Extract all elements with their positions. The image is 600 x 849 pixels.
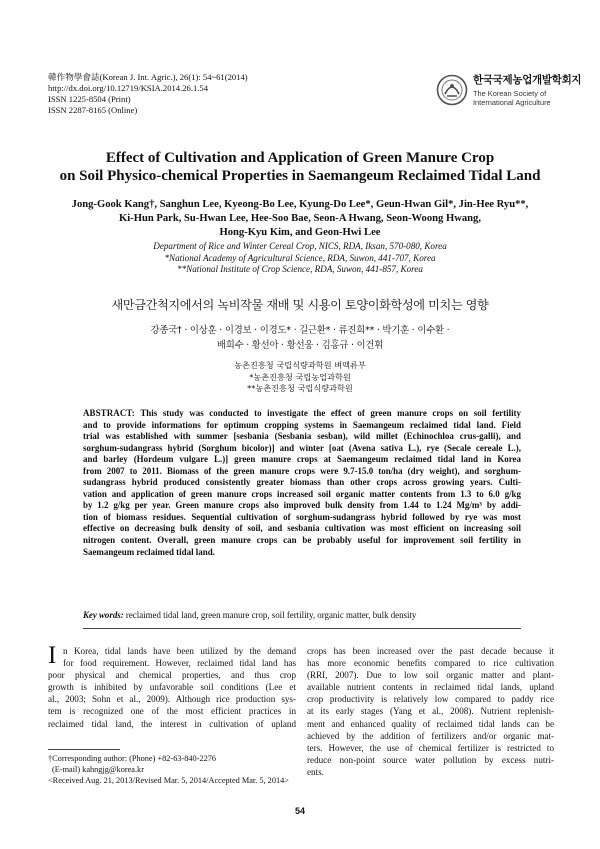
issn-online: ISSN 2287-8165 (Online) [48, 105, 138, 115]
author-list [40, 198, 560, 240]
abstract-line: from 2007 to 2011. Biomass of the green manure crops were 9.7-15.0 ton/ha (dry weight), and sorghum- [83, 465, 521, 476]
body-line: growth is inhibited by unfavorable soil conditions (Lee et [48, 682, 296, 693]
issn-print: ISSN 1225-8504 (Print) [48, 94, 131, 104]
footnote [48, 754, 289, 786]
abstract-line: vation and application of green manure crops increased soil organic matter contents from 1.3 to 6.0 g/kg [83, 488, 521, 499]
abstract-line: sudangrass hybrid produced consistently greater biomass than other crops across growing years. Culti- [83, 477, 521, 488]
body-line: ters. However, the use of chemical fertilizer is restricted to [307, 742, 554, 753]
korean-affiliations [40, 360, 560, 395]
body-line: crop productivity is relatively low compared to paddy rice [307, 694, 554, 705]
affiliation-2: *National Academy of Agricultural Science, RDA, Suwon, 441-707, Korea [164, 252, 436, 263]
abstract-line: sorghum-sudangrass hybrid (Sorghum bicolor)] and winter [oat (Avena sativa L.), rye (Secale cereale L.), [83, 442, 521, 453]
affiliation-3: **National Institute of Crop Science, RDA, Suwon, 441-857, Korea [177, 264, 423, 274]
body-column-left [48, 642, 296, 730]
abstract-line: effective on decreasing bulk density of soil, and sesbania cultivation was most efficient on increasing soil [83, 523, 521, 534]
footnote-divider [48, 749, 120, 750]
page-number: 54 [294, 806, 305, 816]
corresponding-author: †Corresponding author: (Phone) +82-63-840-2276 [48, 754, 217, 763]
abstract-line: nitrogen content. Overall, green manure crops can be probably useful for improvement soil fertility in [83, 535, 521, 546]
body-line: (RRI, 2007). Due to low soil organic matter and plant- [307, 670, 554, 681]
body-line: for food requirement. However, reclaimed tidal land has [63, 658, 296, 669]
body-line: has more economic benefits compared to rice cultivation [307, 658, 554, 669]
authors-line-2: Ki-Hun Park, Su-Hwan Lee, Hee-Soo Bae, Seon-A Hwang, Seon-Woong Hwang, [119, 213, 481, 224]
body-line: at its early stages (Yang et al., 2008). Nutrient replenish- [307, 706, 554, 717]
authors-line-3: Hong-Kyu Kim, and Geon-Hwi Lee [219, 227, 381, 238]
keywords-divider [83, 628, 521, 629]
body-line: ents. [307, 766, 324, 777]
korean-authors-line-1: 강종국† · 이상훈 · 이경보 · 이경도* · 길근환* · 류진희** · 박기훈 · 이수환 · [150, 325, 450, 336]
abstract-line: by 1.2 g/kg per year. Green manure crops also improved bulk density from 1.44 to 1.24 Mg/m³ by addi- [83, 500, 521, 511]
abstract-line: trial was established with summer [sesbania (Sesbania sesban), wild millet (Echinochloa crus-galli), and [83, 431, 521, 442]
society-name-korean: 한국국제농업개발학회지 [473, 74, 582, 86]
journal-citation: 韓作物學會誌(Korean J. Int. Agric.), 26(1): 54~61(2014) [48, 72, 248, 82]
doi-link[interactable]: http://dx.doi.org/10.12719/KSIA.2014.26.1.54 [48, 83, 209, 93]
affiliation-1: Department of Rice and Winter Cereal Crop, NICS, RDA, Iksan, 570-080, Korea [153, 241, 447, 251]
paper-title [30, 150, 570, 185]
body-line: poor physical and chemical properties, and thus crop [48, 670, 296, 681]
korean-affiliation-3: **농촌진흥청 국립식량과학원 [247, 383, 353, 393]
body-line: reclaimed tidal land, the interest in cultivation of upland [48, 718, 296, 729]
korean-affiliation-2: *농촌진흥청 국립농업과학원 [249, 371, 351, 382]
abstract [83, 408, 521, 558]
society-emblem-icon [436, 74, 468, 106]
keywords-label: Key words: [83, 610, 124, 620]
body-line: ment and enhanced quality of reclaimed tidal lands can be [307, 718, 554, 729]
korean-authors-line-2: 배희수 · 황선아 · 황선웅 · 김홍규 · 이건휘 [216, 340, 384, 351]
korean-title: 새만금간척지에서의 녹비작물 재배 및 시용이 토양이화학성에 미치는 영향 [111, 298, 489, 312]
korean-affiliation-1: 농촌진흥청 국립식량과학원 벼맥류부 [234, 360, 366, 370]
journal-info [48, 72, 248, 116]
body-line: achieved by the addition of fertilizers and/or organic mat- [307, 730, 554, 741]
body-line: al., 2003; Sohn et al., 2009). Although rice production sys- [48, 694, 296, 705]
keywords-text: reclaimed tidal land, green manure crop, soil fertility, organic matter, bulk density [125, 610, 417, 620]
abstract-line: Saemangeum reclaimed tidal land. [83, 546, 215, 557]
body-line: tem is recognized one of the most efficient practices in [48, 706, 296, 717]
society-name-english: The Korean Society of International Agriculture [473, 89, 551, 107]
title-line-1: Effect of Cultivation and Application of Green Manure Crop [105, 150, 495, 166]
society-logo-block [436, 72, 586, 120]
body-line: crops has been increased over the past decade because it [307, 646, 554, 656]
abstract-line: ABSTRACT: This study was conducted to investigate the effect of green manure crops on soil fertility [83, 408, 521, 418]
abstract-line: and to provide informations for optimum cropping systems in Saemangeum reclaimed tidal land. Field [83, 419, 521, 430]
keywords [83, 610, 521, 621]
drop-cap: I [48, 642, 57, 669]
abstract-line: and barley (Hordeum vulgare L.)] green manure crops at Saemangeum reclaimed tidal land in Korea [83, 454, 521, 465]
affiliations [40, 241, 560, 276]
body-column-right [307, 645, 554, 778]
author-email[interactable]: (E-mail) kahngjg@korea.kr [52, 764, 144, 774]
title-line-2: on Soil Physico-chemical Properties in Saemangeum Reclaimed Tidal Land [59, 167, 541, 184]
body-line: reduce non-point source water pollution by excess nutri- [307, 754, 554, 765]
authors-line-1: Jong-Gook Kang†, Sanghun Lee, Kyeong-Bo Lee, Kyung-Do Lee*, Geun-Hwan Gil*, Jin-Hee Ryu**, [71, 199, 529, 210]
abstract-label: ABSTRACT: [83, 408, 135, 418]
body-line: I n Korea, tidal lands have been utilized by the demand [48, 642, 296, 669]
korean-author-list [40, 323, 560, 353]
received-dates: <Received Aug. 21, 2013/Revised Mar. 5, 2014/Accepted Mar. 5, 2014> [48, 775, 289, 785]
body-line: available nutrient contents in reclaimed tidal lands, upland [307, 682, 554, 693]
abstract-line: tion of biomass residues. Sequential cultivation of sorghum-sudangrass hybrid followed by rye was most [83, 511, 521, 522]
